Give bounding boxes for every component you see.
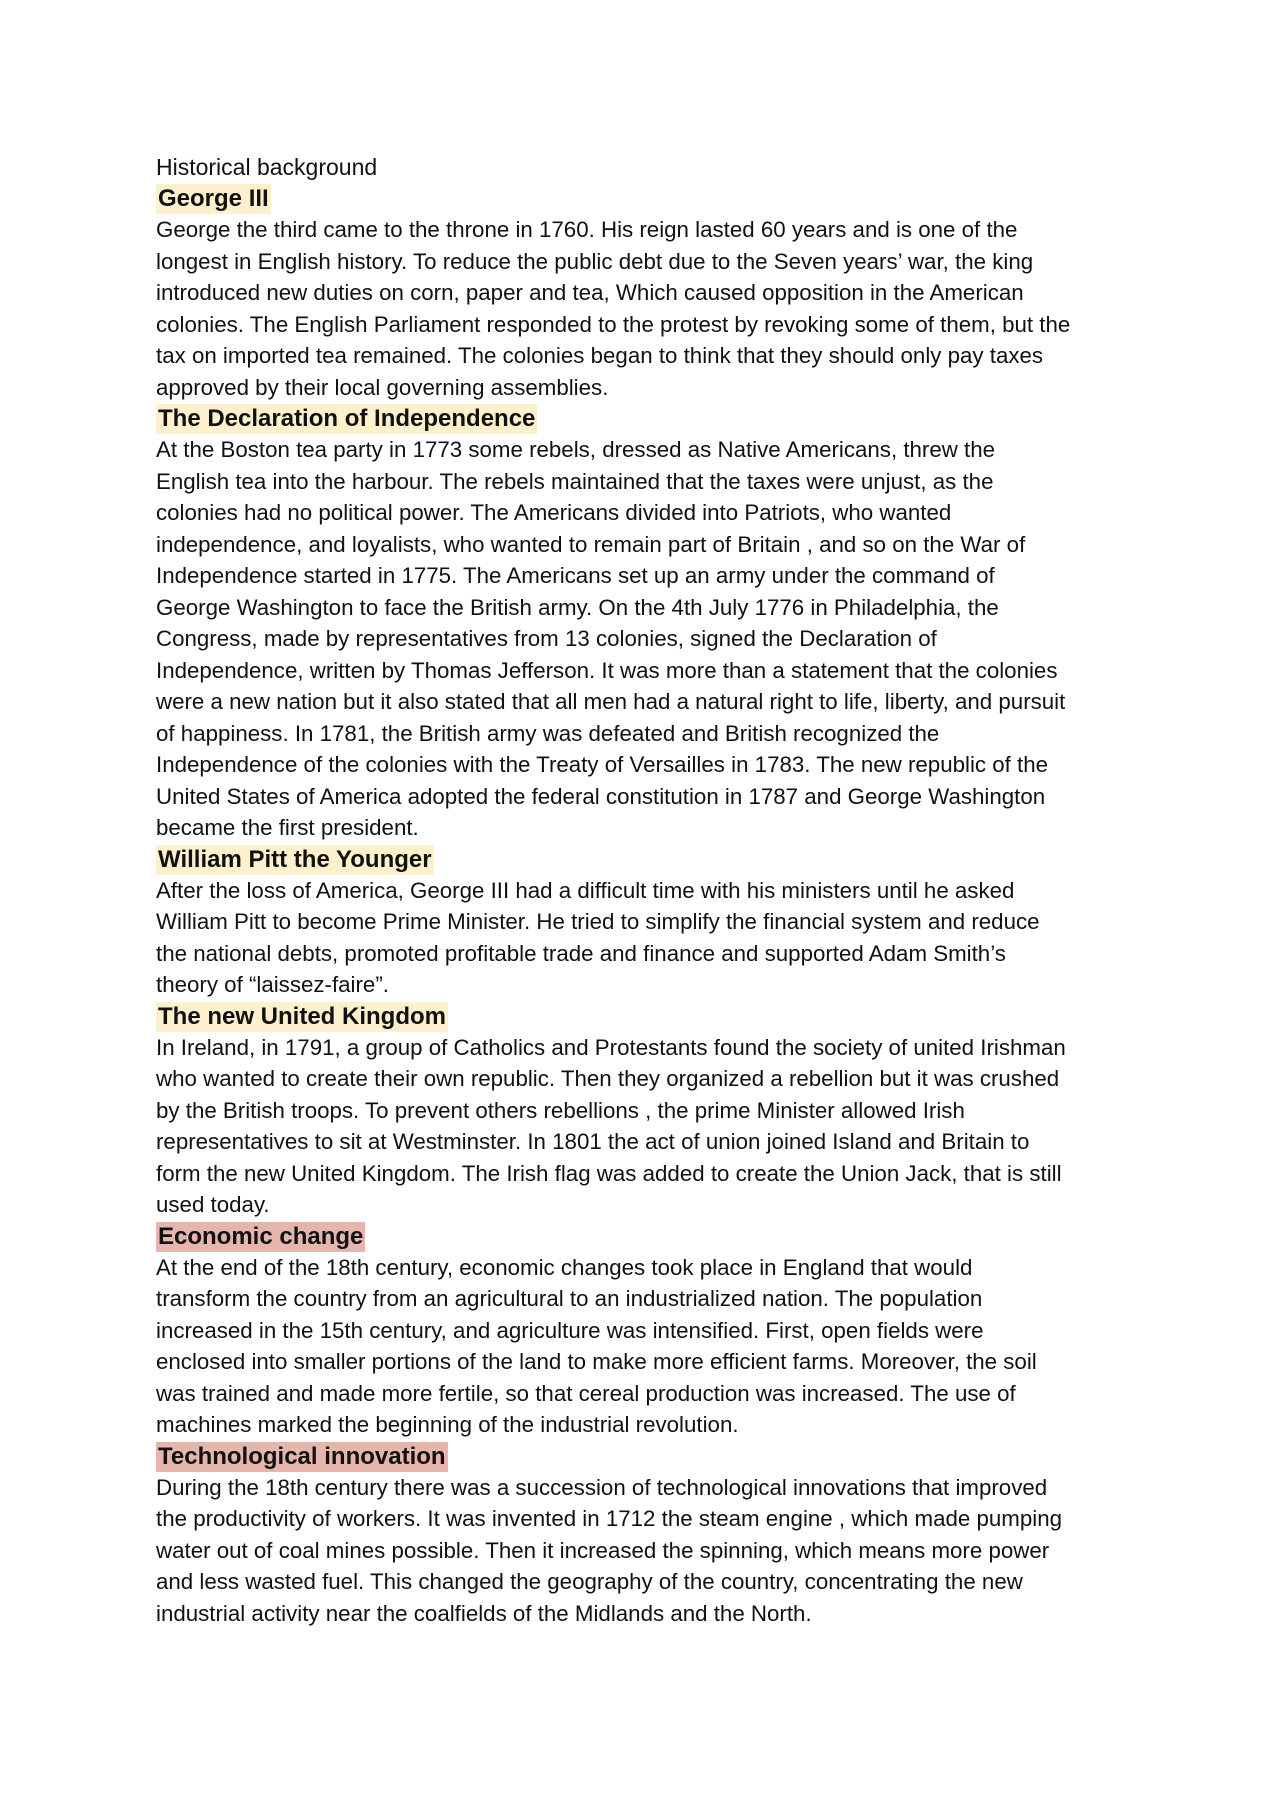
section-declaration-of-independence (156, 403, 1156, 844)
section-heading: The new United Kingdom (158, 1002, 446, 1030)
section-george-iii (156, 183, 1156, 403)
section-heading: Economic change (158, 1222, 364, 1250)
section-body: After the loss of America, George III had a difficult time with his ministers until he asked William Pitt to become Prime Minister. He tried to simplify the financial system and reduce the national debts, promoted profitable trade and finance and supported Adam Smith’s theory of “laissez-faire”. (156, 877, 1040, 997)
section-body: In Ireland, in 1791, a group of Catholics and Protestants found the society of united Irishman who wanted to create their own republic. Then they organized a rebellion but it was crushed by the British troops. To prevent others rebellions , the prime Minister allowed Irish representatives to sit at Westminster. In 1801 the act of union joined Island and Britain to form the new United Kingdom. The Irish flag was added to create the Union Jack, that is still used today. (156, 1034, 1066, 1217)
section-heading: George III (158, 185, 269, 212)
section-body: During the 18th century there was a succession of technological innovations that improved the productivity of workers. It was invented in 1712 the steam engine , which made pumping water out of coal mines possible. Then it increased the spinning, which means more power and less wasted fuel. This changed the geography of the country, concentrating the new industrial activity near the coalfields of the Midlands and the North. (156, 1474, 1062, 1626)
document-page (156, 152, 1156, 1629)
section-heading: Technological innovation (158, 1442, 446, 1470)
section-heading: The Declaration of Independence (158, 405, 536, 432)
section-heading: William Pitt the Younger (158, 845, 432, 873)
section-body: At the Boston tea party in 1773 some rebels, dressed as Native Americans, threw the English tea into the harbour. The rebels maintained that the taxes were unjust, as the colonies had no political power. The Americans divided into Patriots, who wanted independence, and loyalists, who wanted to remain part of Britain , and so on the War of Independence started in 1775. The Americans set up an army under the command of George Washington to face the British army. On the 4th July 1776 in Philadelphia, the Congress, made by representatives from 13 colonies, signed the Declaration of Independence, written by Thomas Jefferson. It was more than a statement that the colonies were a new nation but it also stated that all men had a natural right to life, liberty, and pursuit of happiness. In 1781, the British army was defeated and British recognized the Independence of the colonies with the Treaty of Versailles in 1783. The new republic of the United States of America adopted the federal constitution in 1787 and George Washington became the first president. (156, 437, 1066, 840)
section-economic-change (156, 1221, 1156, 1441)
section-technological-innovation (156, 1441, 1156, 1630)
section-body: At the end of the 18th century, economic changes took place in England that would transform the country from an agricultural to an industrialized nation. The population increased in the 15th century, and agriculture was intensified. First, open fields were enclosed into smaller portions of the land to make more efficient farms. Moreover, the soil was trained and made more fertile, so that cereal production was increased. The use of machines marked the beginning of the industrial revolution. (156, 1254, 1037, 1437)
document-title: Historical background (156, 154, 378, 180)
section-new-united-kingdom (156, 1001, 1156, 1221)
section-body: George the third came to the throne in 1760. His reign lasted 60 years and is one of the longest in English history. To reduce the public debt due to the Seven years’ war, the king introduced new duties on corn, paper and tea, Which caused opposition in the American colonies. The English Parliament responded to the protest by revoking some of them, but the tax on imported tea remained. The colonies began to think that they should only pay taxes approved by their local governing assemblies. (156, 217, 1071, 400)
section-william-pitt (156, 844, 1156, 1001)
